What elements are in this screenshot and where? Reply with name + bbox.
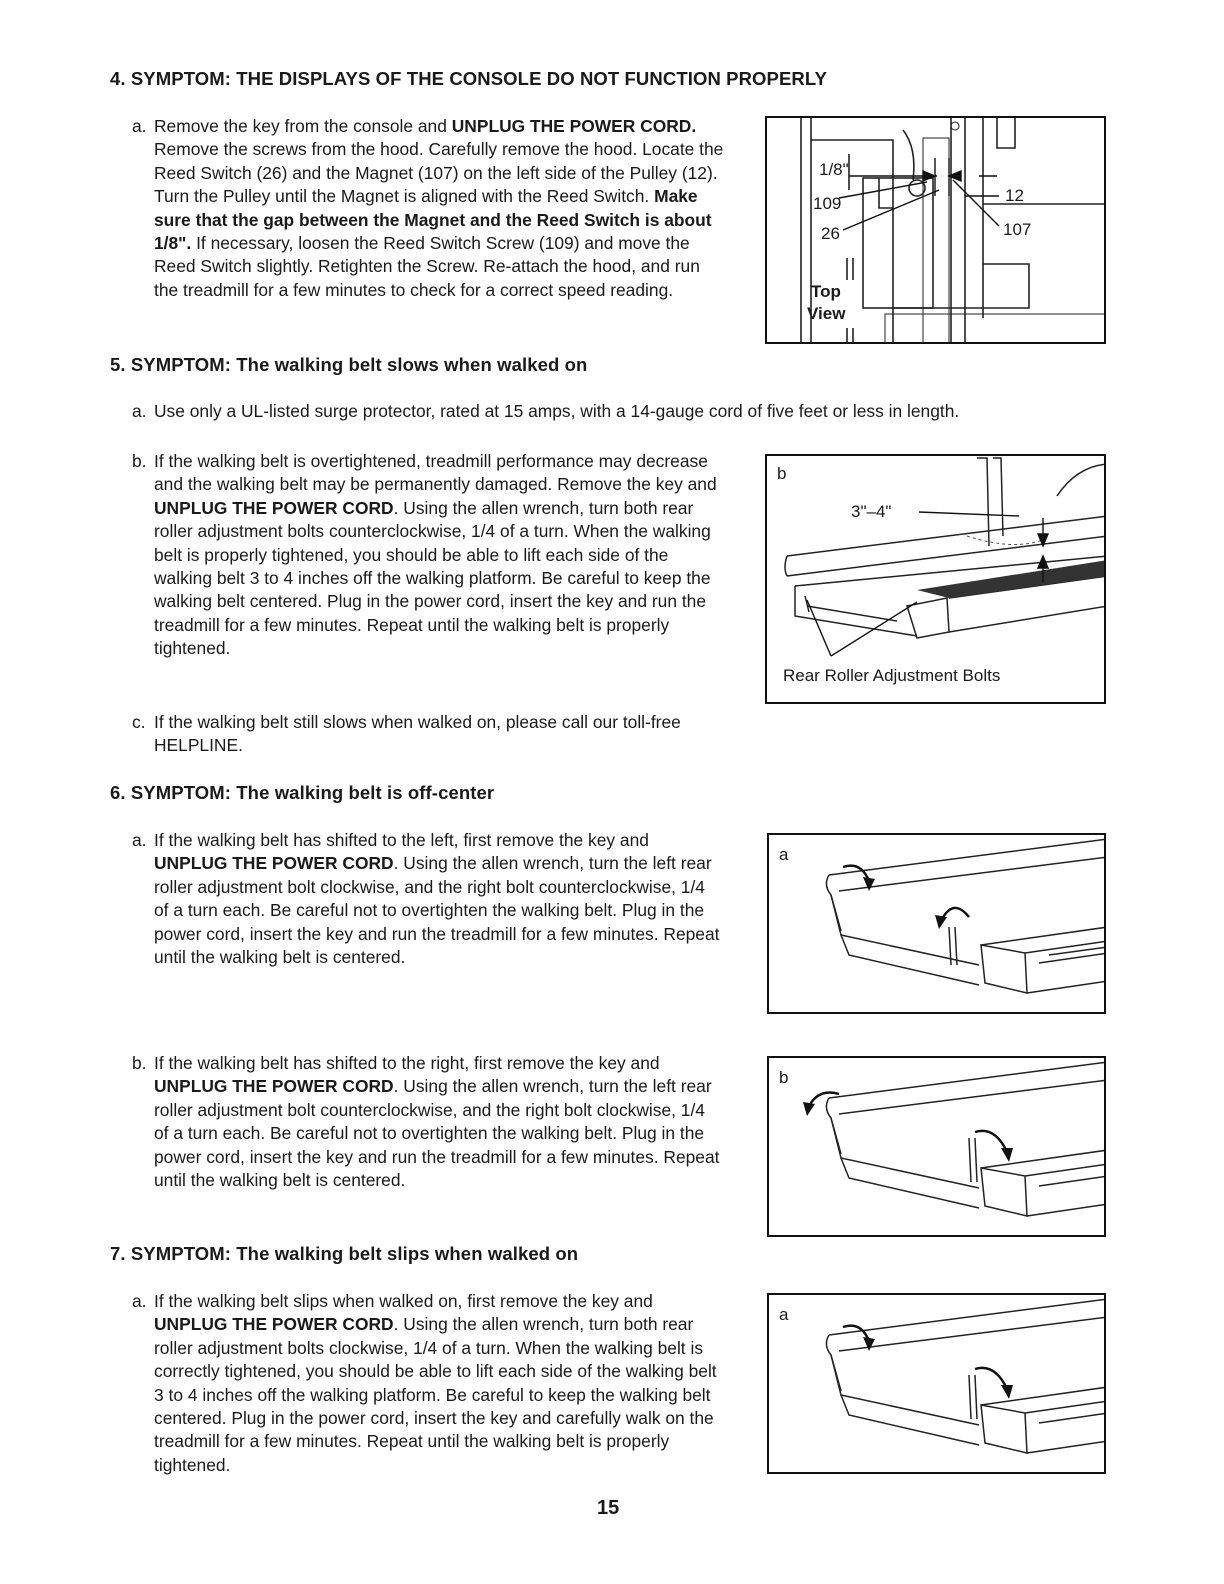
section-4a-paragraph: [132, 115, 727, 302]
section-6a-paragraph: [132, 829, 724, 969]
belt-off-center-right-figure: [767, 1056, 1106, 1237]
section-6b-paragraph: [132, 1052, 724, 1192]
callout-12: 12: [1005, 186, 1024, 205]
top-label: Top: [811, 282, 841, 301]
section-5b-paragraph: [132, 450, 722, 661]
figure-letter: b: [779, 1068, 789, 1087]
text-run: Use only a UL-listed surge protector, rated at 15 amps, with a 14-gauge cord of five feet or less in length.: [154, 401, 960, 421]
treadmill-adjust-diagram-b: [769, 1058, 1106, 1237]
belt-tension-figure: [765, 454, 1106, 704]
figure-letter: a: [779, 1305, 789, 1324]
view-label: View: [807, 304, 846, 323]
figure-caption: Rear Roller Adjustment Bolts: [783, 666, 1001, 685]
section-5c-paragraph: [132, 711, 722, 758]
callout-26: 26: [821, 224, 840, 243]
section-7-heading: 7. SYMPTOM: The walking belt slips when walked on: [110, 1243, 579, 1264]
section-7a-paragraph: [132, 1290, 724, 1477]
text-run: If the walking belt slips when walked on, first remove the key and: [154, 1291, 653, 1311]
text-run: If necessary, loosen the Reed Switch Screw (109) and move the Reed Switch slightly. Retighten the Screw. Re-attach the hood, and run the treadmill for a few minutes to check for a correct speed reading.: [154, 233, 700, 300]
gap-label: 1/8": [819, 160, 849, 179]
treadmill-adjust-diagram-c: [769, 1295, 1106, 1474]
reed-switch-top-view-figure: [765, 116, 1106, 344]
text-run: . Using the allen wrench, turn the left rear roller adjustment bolt counterclockwise, and the right bolt clockwise, 1/4 of a turn each. Be careful not to overtighten the walking belt. Plug in the power cord, insert the key and run the treadmill for a few minutes. Repeat until the walking belt is centered.: [154, 1076, 720, 1191]
section-6-heading: 6. SYMPTOM: The walking belt is off-center: [110, 782, 495, 803]
item-label: b.: [132, 1053, 147, 1073]
belt-off-center-left-figure: [767, 833, 1106, 1014]
item-label: a.: [132, 116, 147, 136]
bold-run: Make sure that the gap between the Magnet and the Reed Switch is about 1/8".: [154, 186, 712, 254]
text-run: Remove the key from the console and: [154, 116, 452, 136]
text-run: If the walking belt has shifted to the right, first remove the key and: [154, 1053, 660, 1073]
item-label: a.: [132, 401, 147, 421]
bold-run: UNPLUG THE POWER CORD: [154, 497, 394, 518]
section-5-heading: 5. SYMPTOM: The walking belt slows when walked on: [110, 354, 588, 375]
item-label: a.: [132, 1291, 147, 1311]
text-run: If the walking belt has shifted to the left, first remove the key and: [154, 830, 649, 850]
text-run: . Using the allen wrench, turn both rear roller adjustment bolts clockwise, 1/4 of a turn. When the walking belt is correctly tightened, you should be able to lift each side of the walking belt 3 to 4 inches off the walking platform. Be careful to keep the walking belt centered. Plug in the power cord, insert the key and carefully walk on the treadmill for a few minutes. Repeat until the walking belt is properly tightened.: [154, 1314, 717, 1475]
callout-107: 107: [1003, 220, 1032, 239]
section-4-heading: 4. SYMPTOM: THE DISPLAYS OF THE CONSOLE DO NOT FUNCTION PROPERLY: [110, 68, 828, 89]
text-run: . Using the allen wrench, turn both rear roller adjustment bolts counterclockwise, 1/4 of a turn. When the walking belt is properly tightened, you should be able to lift each side of the walking belt 3 to 4 inches off the walking platform. Be careful to keep the walking belt centered. Plug in the power cord, insert the key and run the treadmill for a few minutes. Repeat until the walking belt is properly tightened.: [154, 497, 711, 659]
text-run: Remove the screws from the hood. Carefully remove the hood. Locate the Reed Switch (26) and the Magnet (107) on the left side of the Pulley (12). Turn the Pulley until the Magnet is aligned with the Reed Switch.: [154, 139, 724, 207]
section-5a-paragraph: [132, 400, 1112, 423]
bold-run: UNPLUG THE POWER CORD: [154, 1076, 394, 1097]
bold-run: UNPLUG THE POWER CORD.: [451, 116, 697, 136]
figure-letter: b: [777, 464, 787, 483]
belt-slips-figure: [767, 1293, 1106, 1474]
item-label: b.: [132, 451, 147, 471]
page-number: 15: [597, 1497, 620, 1519]
text-run: If the walking belt is overtightened, treadmill performance may decrease and the walking belt may be permanently damaged. Remove the key and: [154, 451, 717, 495]
text-run: If the walking belt still slows when walked on, please call our toll-free HELPLINE.: [154, 712, 681, 756]
text-run: . Using the allen wrench, turn the left rear roller adjustment bolt clockwise, and the right bolt counterclockwise, 1/4 of a turn each. Be careful not to overtighten the walking belt. Plug in the power cord, insert the key and run the treadmill for a few minutes. Repeat until the walking belt is centered.: [154, 853, 720, 968]
callout-109: 109: [813, 194, 842, 213]
treadmill-adjust-diagram-a: [769, 835, 1106, 1014]
item-label: a.: [132, 830, 147, 850]
item-label: c.: [132, 712, 146, 732]
bold-run: UNPLUG THE POWER CORD: [154, 853, 394, 874]
figure-letter: a: [779, 845, 789, 864]
lift-measure-label: 3"–4": [851, 502, 892, 521]
bold-run: UNPLUG THE POWER CORD: [154, 1314, 394, 1335]
